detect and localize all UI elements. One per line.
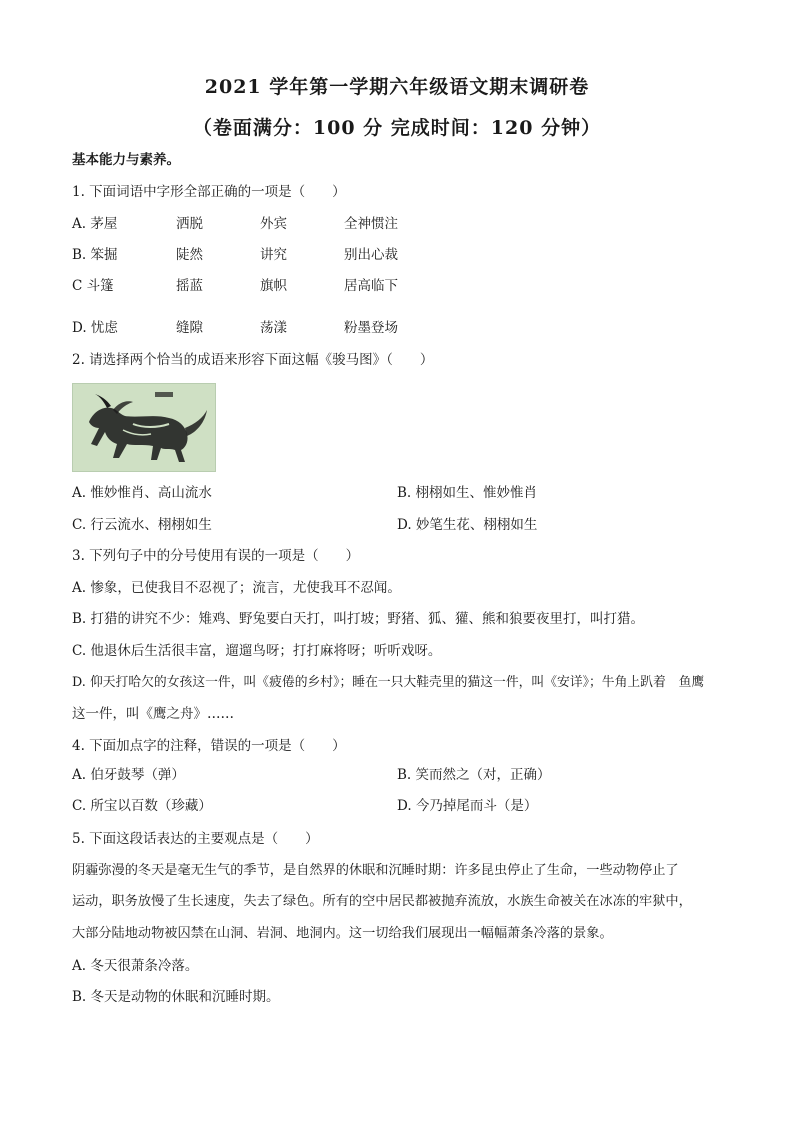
page-title: 2021 学年第一学期六年级语文期末调研卷 <box>204 76 590 98</box>
q1-option-b-word3: 讲究 <box>260 247 287 263</box>
q2-option-d: D. 妙笔生花、栩栩如生 <box>397 517 538 533</box>
q1-option-d-word2: 缝隙 <box>176 320 203 336</box>
q1-option-a-word4: 全神惯注 <box>344 216 398 232</box>
q4-option-d: D. 今乃掉尾而斗（是） <box>397 798 538 814</box>
q5-passage-line3: 大部分陆地动物被囚禁在山洞、岩洞、地洞内。这一切给我们展现出一幅幅萧条冷落的景象。 <box>72 926 613 941</box>
q1-option-c-label: C 斗篷 <box>72 278 114 294</box>
q1-option-c-word4: 居高临下 <box>344 278 398 294</box>
q1-option-a-label: A. 茅屋 <box>72 216 118 232</box>
q2-option-c: C. 行云流水、栩栩如生 <box>72 517 212 533</box>
q2-option-a: A. 惟妙惟肖、高山流水 <box>72 485 212 501</box>
q1-option-a-word3: 外宾 <box>260 216 287 232</box>
q1-option-b-label: B. 笨掘 <box>72 247 118 263</box>
q1-option-a-word2: 洒脱 <box>176 216 203 232</box>
question-1-stem: 1. 下面词语中字形全部正确的一项是（ ） <box>72 184 346 200</box>
q5-passage-line1: 阴霾弥漫的冬天是毫无生气的季节，是自然界的休眠和沉睡时期：许多昆虫停止了生命，一些动物停止了 <box>72 863 679 878</box>
question-4-stem: 4. 下面加点字的注释，错误的一项是（ ） <box>72 738 346 754</box>
q3-option-d-line1: D. 仰天打哈欠的女孩这一件，叫《疲倦的乡村》；睡在一只大鞋壳里的猫这一件，叫《安详》；牛角上趴着 鱼鹰 <box>72 675 705 690</box>
q5-option-b: B. 冬天是动物的休眠和沉睡时期。 <box>72 989 280 1005</box>
section-heading: 基本能力与素养。 <box>72 152 180 168</box>
q3-option-a: A. 惨象，已使我目不忍视了；流言，尤使我耳不忍闻。 <box>72 580 401 596</box>
question-2-stem: 2. 请选择两个恰当的成语来形容下面这幅《骏马图》（ ） <box>72 352 434 368</box>
q1-option-c-word3: 旗帜 <box>260 278 287 294</box>
horse-painting-image <box>72 383 216 472</box>
q1-option-c-word2: 摇蓝 <box>176 278 203 294</box>
q4-option-c: C. 所宝以百数（珍藏） <box>72 798 212 814</box>
horse-icon <box>73 384 215 471</box>
q1-option-d-word3: 荡漾 <box>260 320 287 336</box>
q1-option-b-word4: 别出心裁 <box>344 247 398 263</box>
question-3-stem: 3. 下列句子中的分号使用有误的一项是（ ） <box>72 548 360 564</box>
q3-option-c: C. 他退休后生活很丰富，遛遛鸟呀；打打麻将呀；听听戏呀。 <box>72 643 442 659</box>
q3-option-d-line2: 这一件，叫《鹰之舟》…… <box>72 706 234 722</box>
q5-passage-line2: 运动，职务放慢了生长速度，失去了绿色。所有的空中居民都被抛弃流放，水族生命被关在冰冻的牢狱中， <box>72 894 692 909</box>
question-5-stem: 5. 下面这段话表达的主要观点是（ ） <box>72 831 319 847</box>
q4-option-a: A. 伯牙鼓琴（弹） <box>72 767 185 783</box>
q1-option-d-word4: 粉墨登场 <box>344 320 398 336</box>
q3-option-b: B. 打猎的讲究不少：雉鸡、野兔要白天打，叫打坡；野猪、狐、獾、熊和狼要夜里打，叫打猎。 <box>72 611 645 627</box>
q1-option-b-word2: 陡然 <box>176 247 203 263</box>
q1-option-d-label: D. 忧虑 <box>72 320 118 336</box>
q4-option-b: B. 笑而然之（对，正确） <box>397 767 551 783</box>
page-subtitle: （卷面满分：100 分 完成时间：120 分钟） <box>192 117 602 139</box>
q2-option-b: B. 栩栩如生、惟妙惟肖 <box>397 485 538 501</box>
q5-option-a: A. 冬天很萧条冷落。 <box>72 958 199 974</box>
